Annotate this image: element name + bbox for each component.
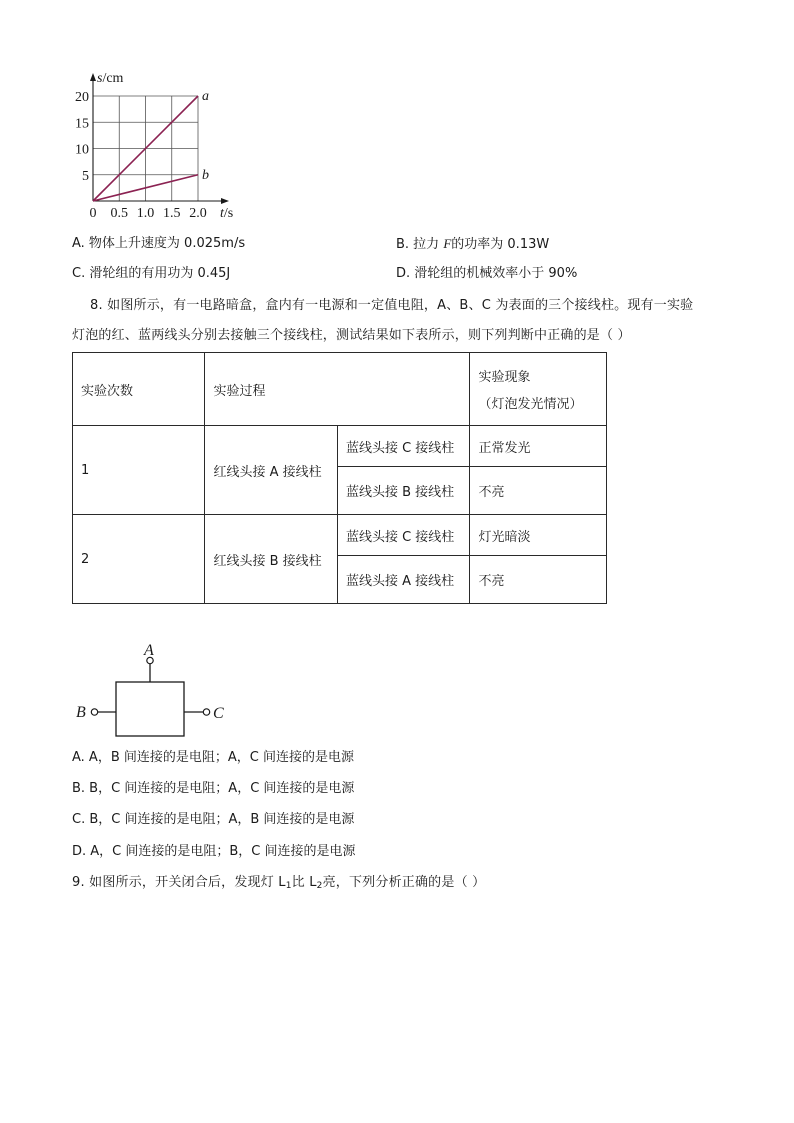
q7-option-b (396, 234, 549, 255)
q9-pre: 9. 如图所示，开关闭合后，发现灯 L (72, 875, 286, 890)
q8-option-a: A. A，B 间连接的是电阻；A，C 间连接的是电源 (72, 750, 354, 765)
table-row (73, 426, 607, 467)
q9-sub2: 2 (316, 881, 323, 891)
y-axis-arrow (90, 73, 96, 81)
s-t-graph-svg (60, 60, 260, 225)
terminal-b (91, 709, 97, 715)
row2-blue1: 蓝线头接 C 接线柱 (337, 515, 469, 556)
q9-post: 亮，下列分析正确的是（ ） (322, 875, 486, 890)
experiment-table (72, 352, 607, 604)
q9-stem (72, 873, 485, 896)
header-process: 实验过程 (205, 353, 470, 426)
q7-option-b-pre: B. 拉力 (396, 237, 444, 252)
black-box (116, 682, 184, 736)
q7-option-c: C. 滑轮组的有用功为 0.45J (72, 266, 231, 281)
row2-red: 红线头接 B 接线柱 (205, 515, 337, 604)
q7-option-b-var: F (443, 236, 452, 251)
terminal-c (203, 709, 209, 715)
line-b-label: b (202, 167, 209, 183)
row2-number: 2 (73, 515, 205, 604)
q8-stem-line2: 灯泡的红、蓝两线头分别去接触三个接线柱，测试结果如下表所示，则下列判断中正确的是（ ） (72, 328, 631, 343)
row1-result1: 正常发光 (470, 426, 607, 467)
header-count: 实验次数 (73, 353, 205, 426)
row1-number: 1 (73, 426, 205, 515)
q7-option-b-post: 的功率为 0.13W (451, 237, 550, 252)
terminal-b-label: B (76, 704, 86, 721)
x-tick-label: 1.5 (163, 206, 181, 221)
terminal-a-label: A (144, 642, 154, 659)
header-phenomenon-line2: （灯泡发光情况） (478, 397, 583, 412)
q7-option-a: A. 物体上升速度为 0.025m/s (72, 236, 246, 251)
q9-sub1: 1 (285, 881, 292, 891)
y-tick-label: 5 (82, 168, 89, 184)
y-tick-label: 20 (75, 90, 89, 105)
x-tick-label: 1.0 (136, 206, 155, 221)
table-header-row (73, 353, 607, 426)
origin-label: 0 (89, 206, 97, 221)
x-axis-label: t/s (220, 206, 234, 221)
row1-blue1: 蓝线头接 C 接线柱 (337, 426, 469, 467)
q8-option-b: B. B，C 间连接的是电阻；A，C 间连接的是电源 (72, 781, 355, 796)
header-phenomenon-line1: 实验现象 (478, 370, 531, 385)
q8-option-d: D. A，C 间连接的是电阻；B，C 间连接的是电源 (72, 844, 356, 859)
y-tick-label: 15 (75, 116, 89, 132)
x-tick-label: 0.5 (110, 206, 128, 221)
y-tick-label: 10 (75, 142, 89, 158)
x-axis-arrow (221, 198, 229, 204)
circuit-box-svg (60, 640, 240, 740)
row1-blue2: 蓝线头接 B 接线柱 (337, 467, 469, 515)
table-row (73, 515, 607, 556)
circuit-box-diagram (60, 640, 240, 740)
x-tick-label: 2.0 (189, 206, 207, 221)
terminal-c-label: C (213, 705, 224, 722)
row2-result1: 灯光暗淡 (470, 515, 607, 556)
s-t-graph (60, 60, 260, 225)
row2-blue2: 蓝线头接 A 接线柱 (337, 556, 469, 604)
graph-labels (75, 71, 233, 221)
row2-result2: 不亮 (470, 556, 607, 604)
header-phenomenon (470, 353, 607, 426)
y-axis-label: s/cm (97, 71, 124, 86)
q8-stem-line1: 8. 如图所示，有一电路暗盒，盒内有一电源和一定值电阻，A、B、C 为表面的三个接线柱。现有一实验 (90, 298, 694, 313)
row1-result2: 不亮 (470, 467, 607, 515)
row1-red: 红线头接 A 接线柱 (205, 426, 337, 515)
q9-mid: 比 L (291, 875, 317, 890)
line-a-label: a (202, 89, 209, 104)
q8-option-c: C. B，C 间连接的是电阻；A，B 间连接的是电源 (72, 812, 355, 827)
q7-option-d: D. 滑轮组的机械效率小于 90% (396, 266, 578, 281)
